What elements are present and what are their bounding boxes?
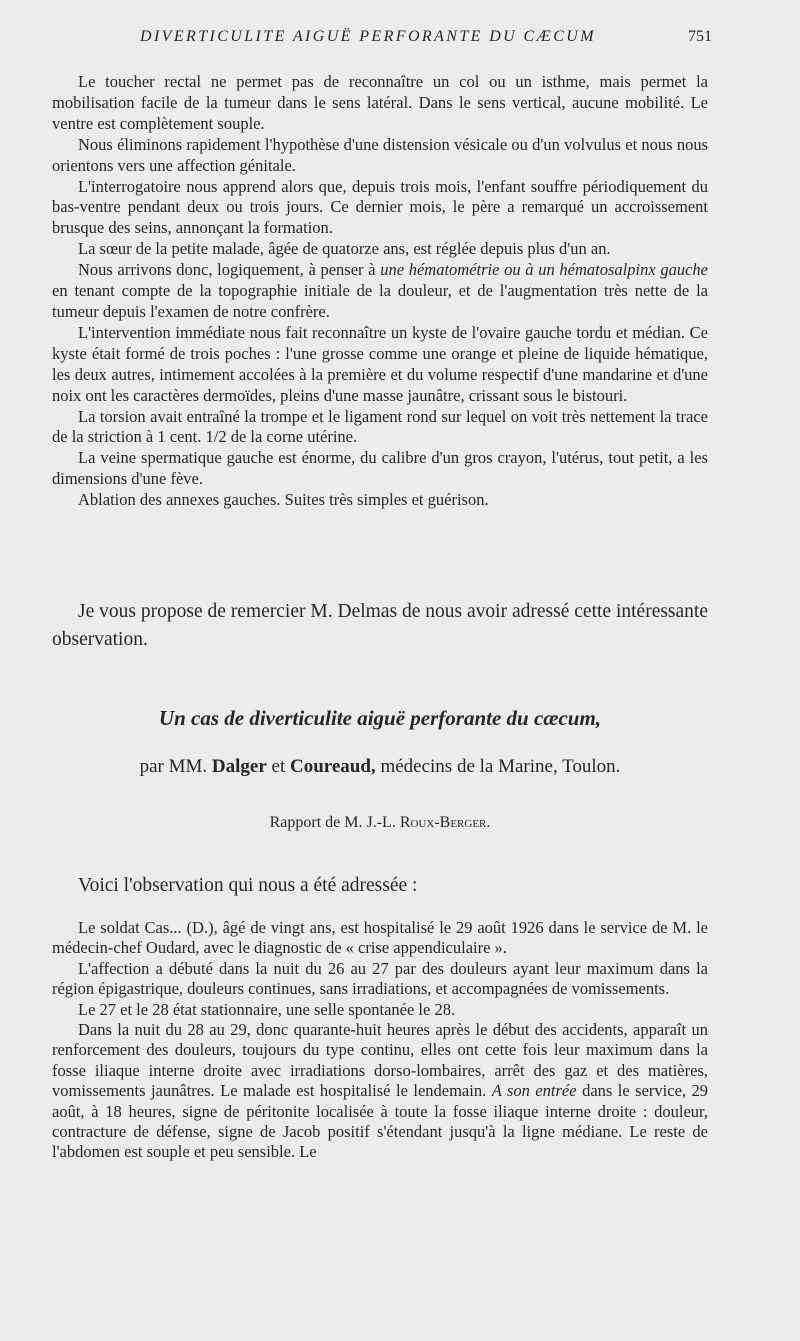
byline-affiliation: médecins de la Marine, Toulon.: [380, 756, 621, 777]
byline-prefix: par MM.: [139, 756, 208, 777]
text-run: dans le service, 29 août, à 18 heures, signe de péritonite localisée à toute la fosse iliaque interne droite : douleur, contracture de défense, signe de Jacob positif s'étendant jusqu'à la ligne médiane. Le reste de l'abdomen est souple et peu sensible. Le: [52, 1081, 708, 1162]
paragraph: Nous éliminons rapidement l'hypothèse d'une distension vésicale ou d'un volvulus et nous nous orientons vers une affection génitale.: [52, 134, 708, 175]
author-name: Dalger: [211, 756, 267, 777]
paragraph: L'intervention immédiate nous fait reconnaître un kyste de l'ovaire gauche tordu et médian. Ce kyste était formé de trois poches : l'une grosse comme une orange et pleine de liquide hématique, les deux autres, intimement accolées à la première et du volume respectif d'une mandarine et d'une noix ont les caractères dermoïdes, pleins d'une masse jaunâtre, crissant sous le bistouri.: [52, 322, 708, 405]
intro-line: Voici l'observation qui nous a été adressée :: [78, 875, 418, 896]
italic-diagnosis: une hématométrie ou à un hématosalpinx gauche: [380, 260, 708, 280]
report-prefix: Rapport de M. J.-L.: [269, 814, 396, 831]
reporter-name: Roux-Berger.: [399, 814, 491, 831]
paragraph: La sœur de la petite malade, âgée de quatorze ans, est réglée depuis plus d'un an.: [78, 239, 611, 259]
page-number: 751: [688, 28, 712, 45]
paragraph: Le soldat Cas... (D.), âgé de vingt ans, est hospitalisé le 29 août 1926 dans le service de M. le médecin-chef Oudard, avec le diagnostic de « crise appendiculaire ».: [52, 918, 708, 958]
paragraph: La torsion avait entraîné la trompe et le ligament rond sur lequel on voit très nettement la trace de la striction à 1 cent. 1/2 de la corne utérine.: [52, 406, 708, 447]
byline-and: et: [271, 756, 286, 777]
case-continuation-text: [52, 72, 708, 511]
running-title: DIVERTICULITE AIGUË PERFORANTE DU CÆCUM: [140, 28, 596, 45]
text-run: Dans la nuit du 28 au 29, donc quarante-huit heures après le début des accidents, apparaît un renforcement des douleurs, toujours du type continu, elles ont cette fois leur maximum dans la fosse iliaque interne droite avec irradiations dorso-lombaires, arrêt des gaz et des matières, vomissements jaunâtres. Le malade est hospitalisé le lendemain.: [52, 1020, 708, 1101]
paragraph: Ablation des annexes gauches. Suites très simples et guérison.: [78, 490, 489, 510]
article-title: Un cas de diverticulite aiguë perforante du cæcum,: [158, 706, 602, 730]
text-run: Nous arrivons donc, logiquement, à penser à: [78, 260, 381, 280]
italic-phrase: A son entrée: [491, 1081, 577, 1101]
report-line: [52, 814, 708, 832]
paragraph: Le toucher rectal ne permet pas de reconnaître un col ou un isthme, mais permet la mobilisation facile de la tumeur dans le sens latéral. Dans le sens vertical, aucune mobilité. Le ventre est complètement souple.: [52, 72, 708, 133]
byline: [52, 756, 708, 778]
paragraph: Le 27 et le 28 état stationnaire, une selle spontanée le 28.: [78, 999, 456, 1019]
paragraph: L'interrogatoire nous apprend alors que, depuis trois mois, l'enfant souffre périodiquement du bas-ventre pendant deux ou trois jours. Ce dernier mois, le père a remarqué un accroissement brusque des seins, annonçant la formation.: [52, 176, 708, 238]
author-name: Coureaud,: [289, 756, 376, 777]
closing-remark: Je vous propose de remercier M. Delmas de nous avoir adressé cette intéressante observation.: [52, 601, 708, 650]
text-run: en tenant compte de la topographie initiale de la douleur, et de l'augmentation très nette de la tumeur depuis l'examen de notre confrère.: [52, 281, 708, 321]
paragraph: [52, 260, 708, 323]
paragraph: L'affection a débuté dans la nuit du 26 au 27 par des douleurs ayant leur maximum dans la région épigastrique, douleurs continues, sans irradiations, et accompagnées de vomissements.: [52, 958, 708, 999]
paragraph: [52, 1020, 708, 1163]
paragraph: La veine spermatique gauche est énorme, du calibre d'un gros crayon, l'utérus, tout petit, a les dimensions d'une fève.: [52, 448, 708, 489]
observation-text: [52, 918, 708, 1163]
